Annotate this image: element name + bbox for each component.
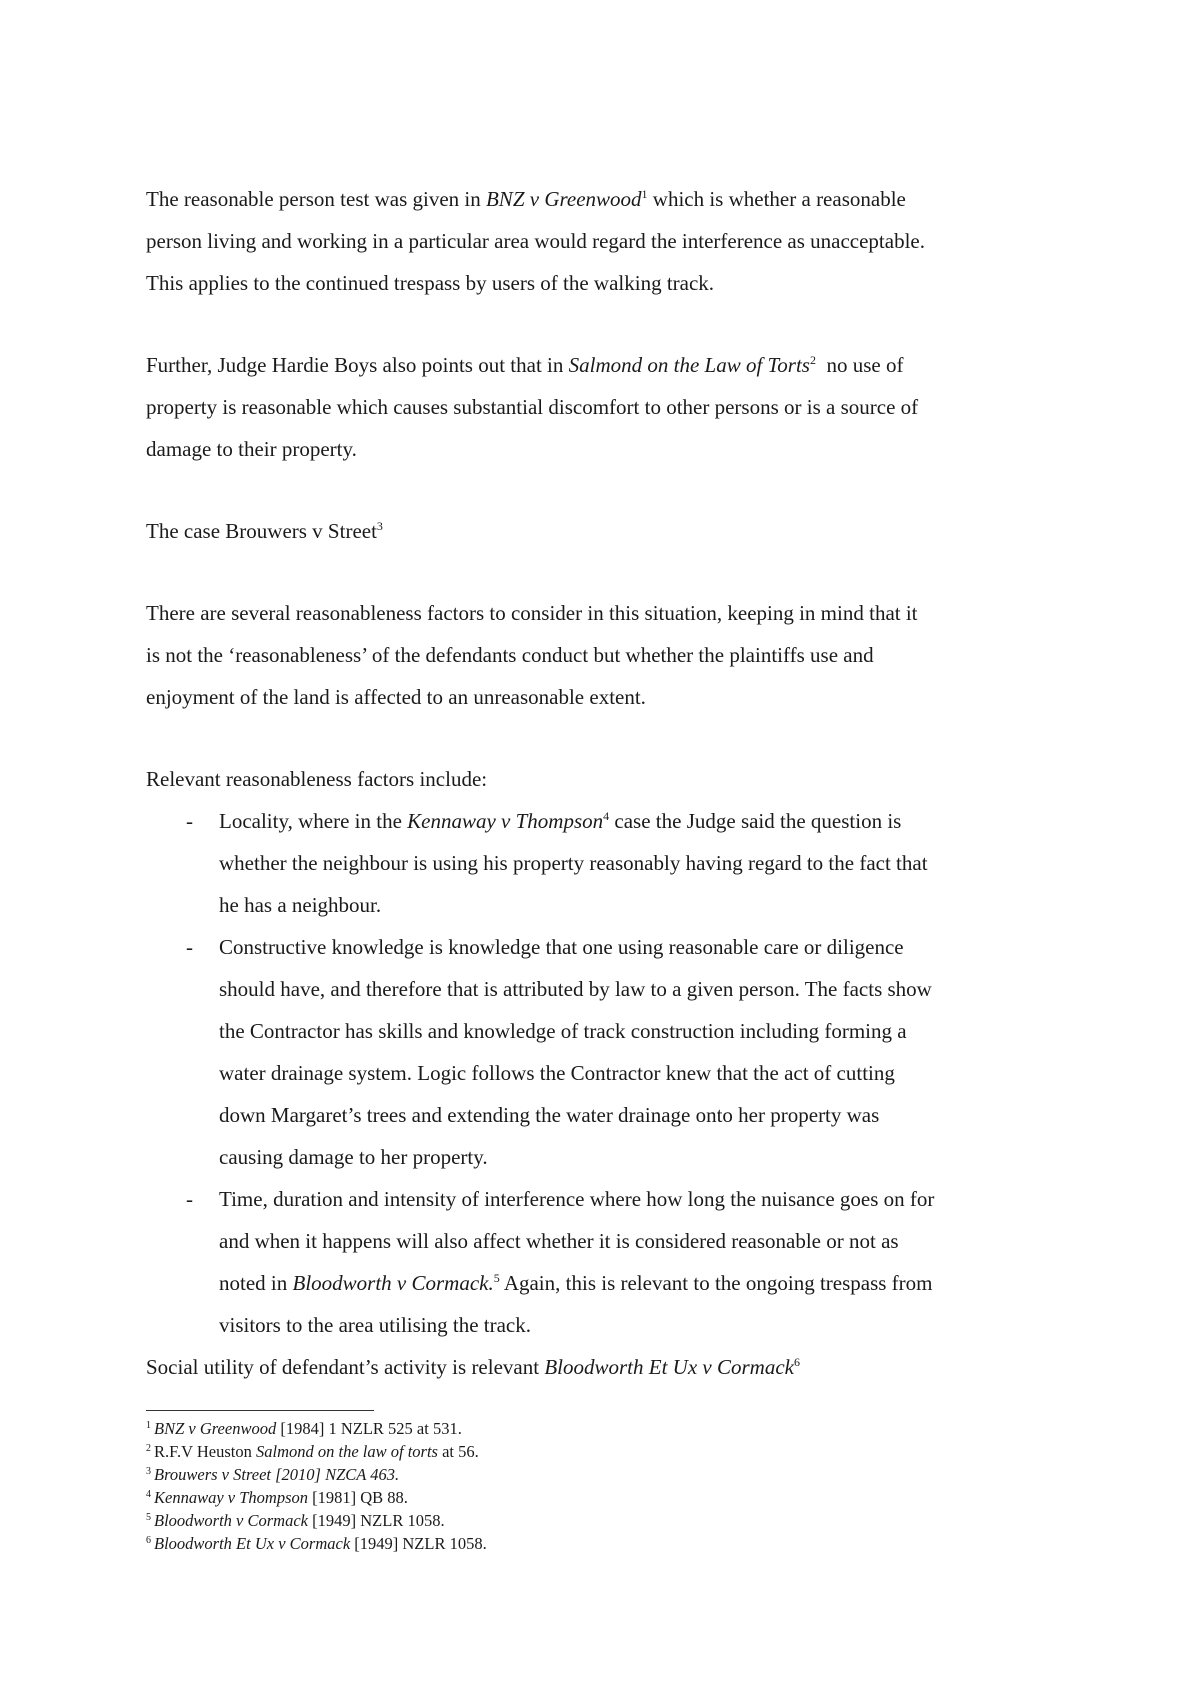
footnote-number: 2 [146, 1442, 151, 1454]
footnote [146, 1417, 1046, 1440]
list-item-cont: whether the neighbour is using his property reasonably having regard to the fact that [219, 851, 928, 875]
para4-line3: enjoyment of the land is affected to an unreasonable extent. [146, 685, 646, 709]
factors-intro: Relevant reasonableness factors include: [146, 767, 488, 791]
text-span: Locality, where in the [219, 809, 408, 833]
text-span: Constructive knowledge is knowledge that one using reasonable care or diligence [219, 935, 904, 959]
text-span: Time, duration and intensity of interference where how long the nuisance goes on for [219, 1187, 935, 1211]
text-span: [1949] NZLR 1058. [308, 1511, 445, 1530]
case-citation: BNZ v Greenwood [154, 1419, 277, 1438]
footnote-number: 1 [146, 1419, 151, 1431]
text-span: noted in [219, 1271, 293, 1295]
text-span: Further, Judge Hardie Boys also points out that in [146, 353, 569, 377]
text-span: which is whether a reasonable [647, 187, 906, 211]
case-citation: Bloodworth Et Ux v Cormack [544, 1355, 794, 1379]
text-span: case the Judge said the question is [609, 809, 902, 833]
footnote-number: 6 [146, 1534, 151, 1546]
text-span: at 56. [437, 1442, 479, 1461]
para2-line3: damage to their property. [146, 437, 357, 461]
footnote-ref[interactable]: 6 [793, 1355, 800, 1369]
list-item-cont: visitors to the area utilising the track. [219, 1313, 532, 1337]
footnote-ref[interactable]: 1 [641, 187, 648, 201]
footnotes [146, 1417, 1046, 1555]
list-item-cont [146, 1262, 1066, 1304]
footnote-ref[interactable]: 5 [493, 1271, 500, 1285]
text-span: [1984] 1 NZLR 525 at 531. [276, 1419, 462, 1438]
list-item-cont: water drainage system. Logic follows the Contractor knew that the act of cutting [219, 1061, 895, 1085]
footnote-ref[interactable]: 3 [376, 519, 383, 533]
list-item-cont: he has a neighbour. [219, 893, 382, 917]
dash-marker: - [186, 935, 193, 959]
para2-line2: property is reasonable which causes substantial discomfort to other persons or is a source of [146, 395, 919, 419]
footnote-ref[interactable]: 2 [809, 353, 816, 367]
para4-line1: There are several reasonableness factors to consider in this situation, keeping in mind that it [146, 601, 918, 625]
footnote-ref[interactable]: 4 [603, 809, 610, 823]
footnote-number: 5 [146, 1511, 151, 1523]
case-citation: Bloodworth v Cormack [154, 1511, 308, 1530]
footnote [146, 1509, 1046, 1532]
list-item [146, 800, 1066, 842]
list-item [146, 926, 1066, 968]
text-span: Again, this is relevant to the ongoing trespass from [499, 1271, 933, 1295]
text-span: [1981] QB 88. [308, 1488, 408, 1507]
book-title: Salmond on the Law of Torts [568, 353, 810, 377]
list-item-cont: the Contractor has skills and knowledge of track construction including forming a [219, 1019, 907, 1043]
case-citation: Brouwers v Street [2010] NZCA 463. [154, 1465, 400, 1484]
factors-list [146, 800, 1066, 1346]
para4-line2: is not the ‘reasonableness’ of the defendants conduct but whether the plaintiffs use and [146, 643, 874, 667]
social-utility-line [146, 1346, 1066, 1388]
para1-line2: person living and working in a particular area would regard the interference as unacceptable. [146, 229, 925, 253]
text-span: R.F.V Heuston [154, 1442, 256, 1461]
para2-line1 [146, 344, 1066, 386]
dash-marker: - [186, 1187, 193, 1211]
dash-marker: - [186, 809, 193, 833]
footnote [146, 1532, 1046, 1555]
text-span: The case Brouwers v Street [146, 519, 377, 543]
footnote [146, 1486, 1046, 1509]
list-item [146, 1178, 1066, 1220]
footnote-number: 3 [146, 1465, 151, 1477]
footnote [146, 1440, 1046, 1463]
footnote-number: 4 [146, 1488, 151, 1500]
case-citation: BNZ v Greenwood [485, 187, 642, 211]
text-span: [1949] NZLR 1058. [350, 1534, 487, 1553]
para1-line1 [146, 178, 1066, 220]
text-span: The reasonable person test was given in [146, 187, 486, 211]
para3-line [146, 510, 1066, 552]
list-item-cont: down Margaret’s trees and extending the water drainage onto her property was [219, 1103, 880, 1127]
case-citation: Bloodworth v Cormack. [292, 1271, 494, 1295]
list-item-cont: causing damage to her property. [219, 1145, 488, 1169]
text-span: Social utility of defendant’s activity is relevant [146, 1355, 545, 1379]
case-citation: Kennaway v Thompson [407, 809, 604, 833]
footnote [146, 1463, 1046, 1486]
document-body [146, 178, 1066, 1388]
para1-line3: This applies to the continued trespass by users of the walking track. [146, 271, 715, 295]
case-citation: Bloodworth Et Ux v Cormack [154, 1534, 351, 1553]
case-citation: Kennaway v Thompson [154, 1488, 308, 1507]
list-item-cont: should have, and therefore that is attributed by law to a given person. The facts show [219, 977, 932, 1001]
text-span: no use of [815, 353, 904, 377]
footnote-separator [146, 1410, 374, 1411]
list-item-cont: and when it happens will also affect whether it is considered reasonable or not as [219, 1229, 899, 1253]
book-title: Salmond on the law of torts [255, 1442, 438, 1461]
